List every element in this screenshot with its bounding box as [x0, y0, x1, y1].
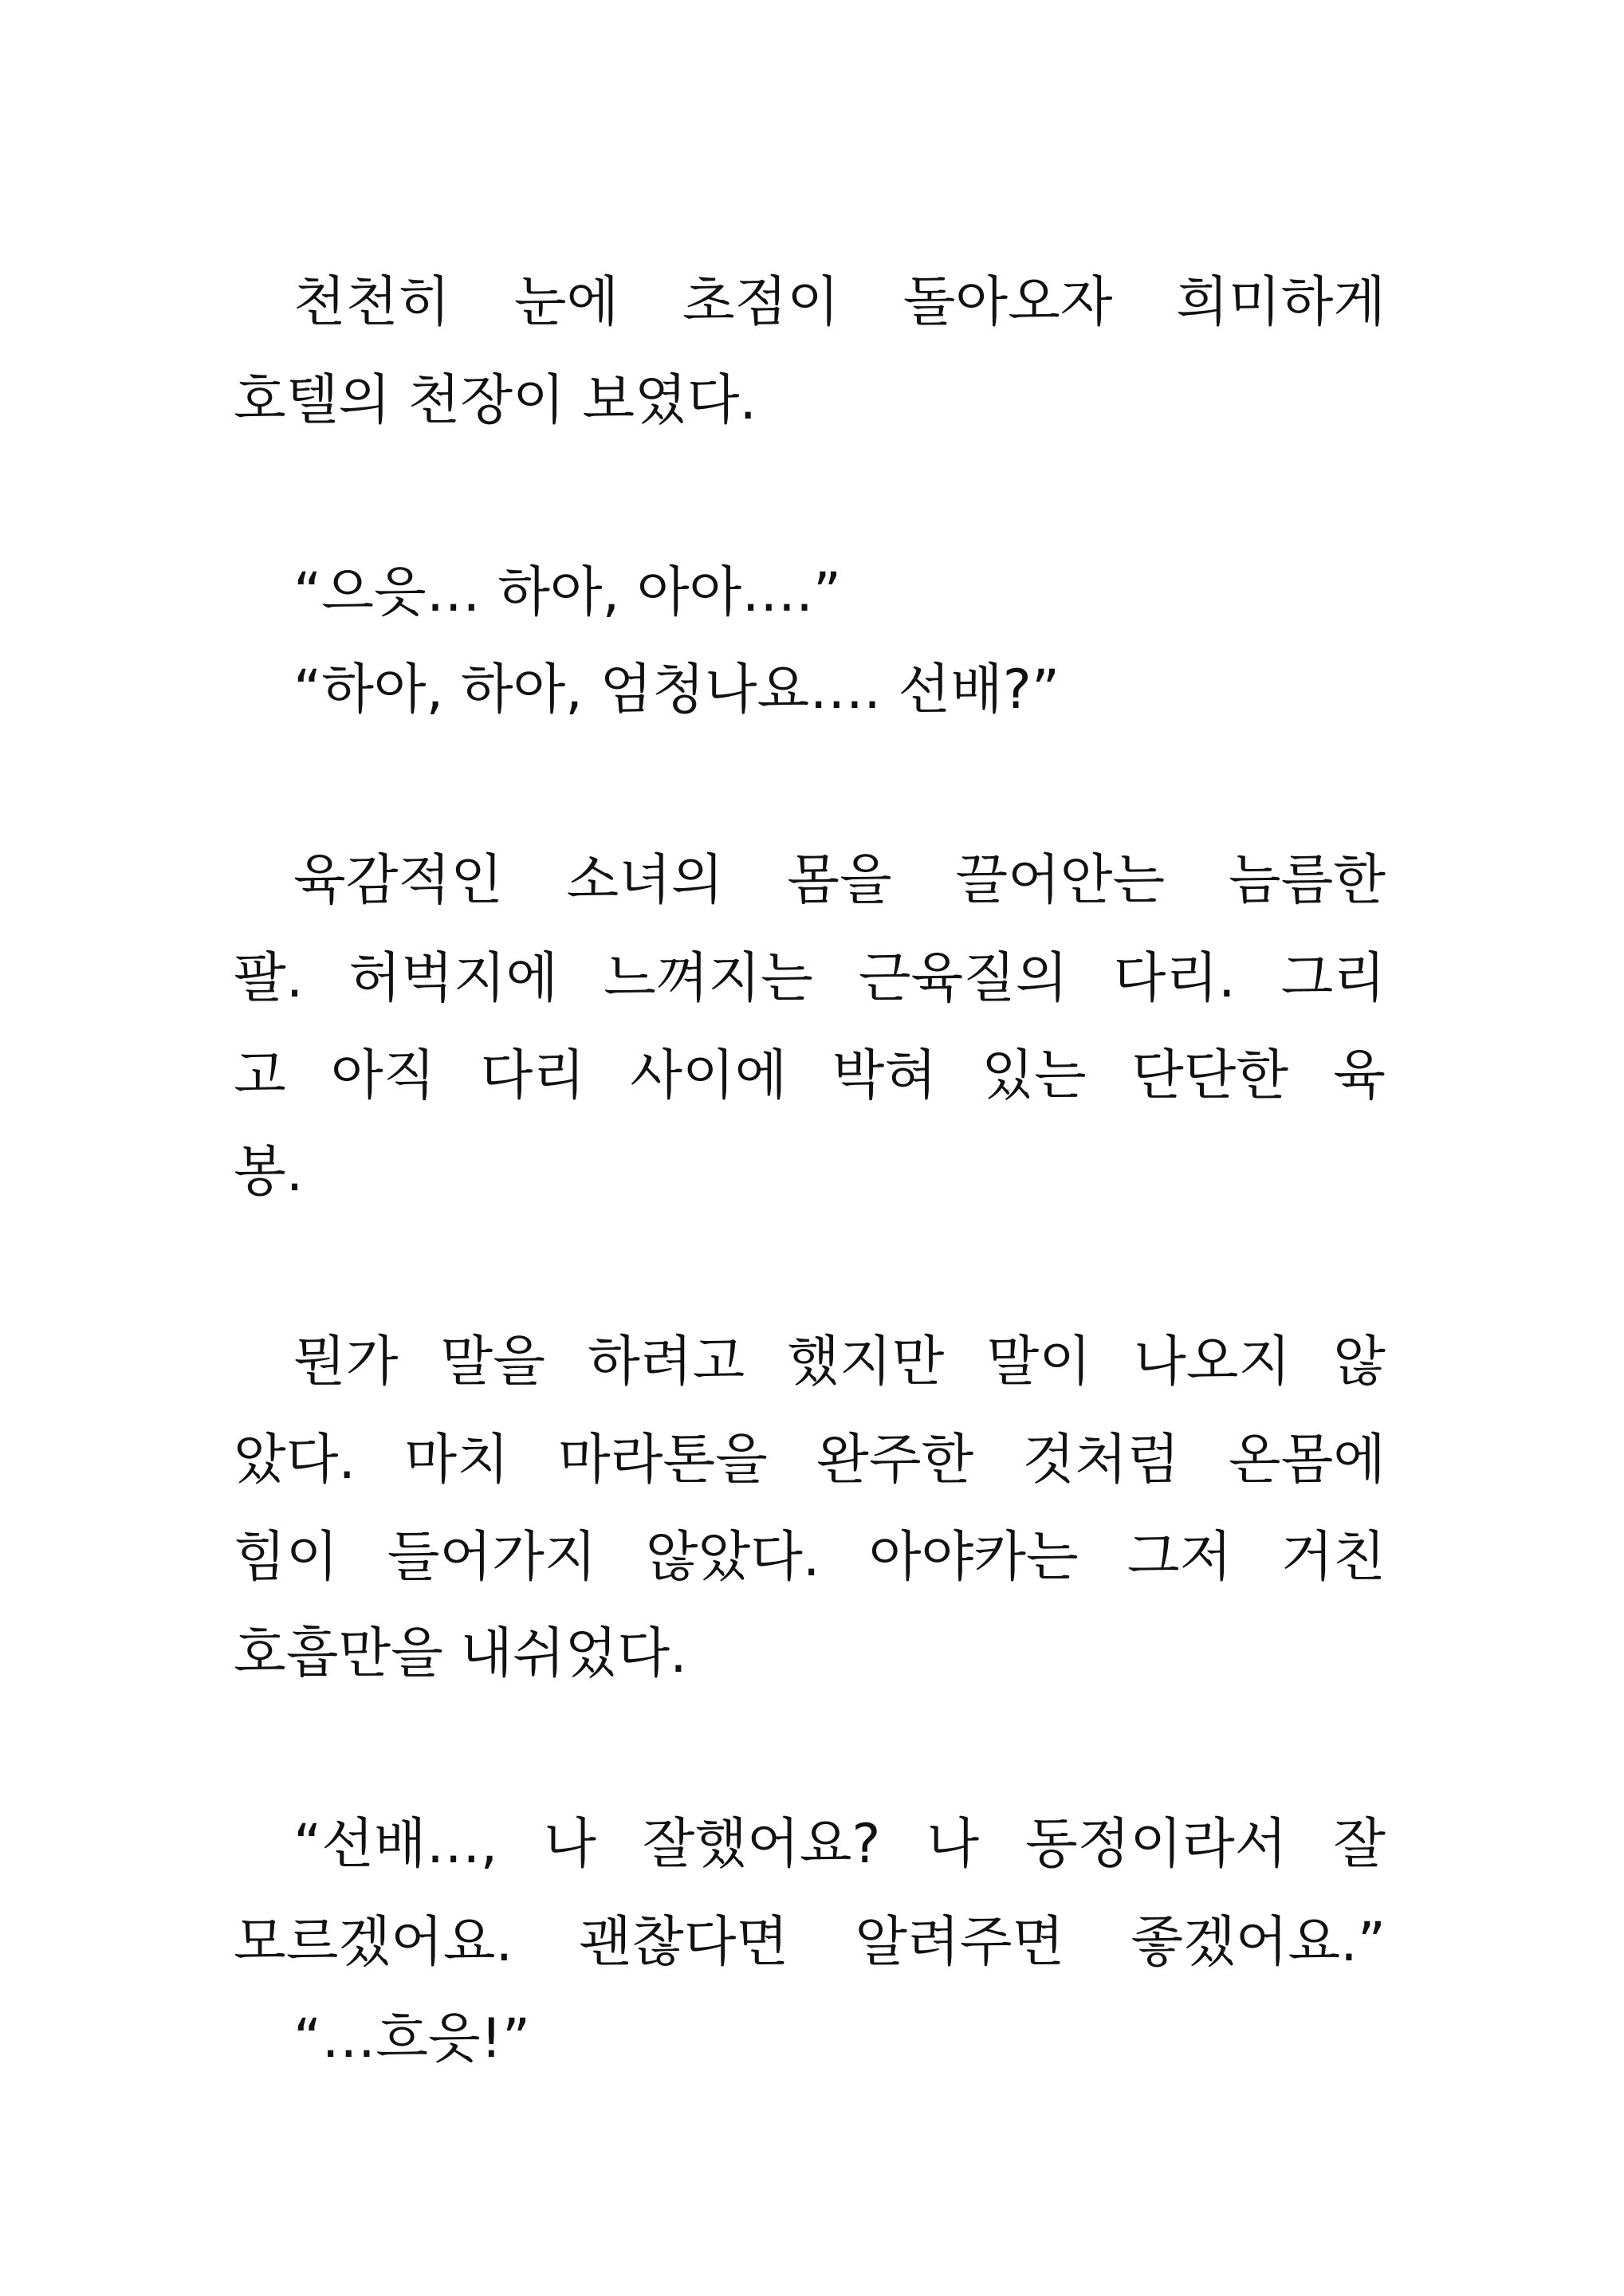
paragraph-3-line-2: 았다. 마치 마라톤을 완주한 것처럼 온몸에: [234, 1429, 1386, 1492]
paragraph-3-line-3: 힘이 들어가지 않았다. 아야카는 그저 거친: [234, 1526, 1386, 1589]
dialogue-line-3-continued: 모르겠어요. 괜찮다면 알려주면 좋겠어요.”: [234, 1911, 1386, 1974]
paragraph-2-line-1: 육감적인 소녀의 몸을 끌어안는 늠름한: [293, 849, 1386, 912]
dialogue-line-1: “으읏… 하아, 아아….”: [293, 561, 842, 624]
paragraph-2-line-2: 팔. 허벅지에 느껴지는 근육질의 다리. 그리: [234, 947, 1386, 1010]
paragraph-1-line-1: 천천히 눈에 초점이 돌아오자 희미하게: [293, 271, 1386, 334]
dialogue-line-3: “선배…, 나 잘했어요? 나 동정이라서 잘: [293, 1813, 1386, 1876]
paragraph-2-line-4: 봉.: [234, 1141, 304, 1204]
paragraph-1-line-2: 호텔의 천장이 보였다.: [234, 369, 757, 432]
paragraph-2-line-3: 고 아직 다리 사이에 박혀 있는 단단한 육: [234, 1044, 1386, 1107]
dialogue-line-4: “…흐읏!”: [293, 2007, 531, 2070]
paragraph-3-line-1: 뭔가 말을 하려고 했지만 말이 나오지 않: [293, 1331, 1386, 1394]
paragraph-3-line-4: 호흡만을 내쉬었다.: [234, 1622, 687, 1685]
dialogue-line-2: “하아, 하아, 엄청나요…. 선배?”: [293, 659, 1060, 721]
